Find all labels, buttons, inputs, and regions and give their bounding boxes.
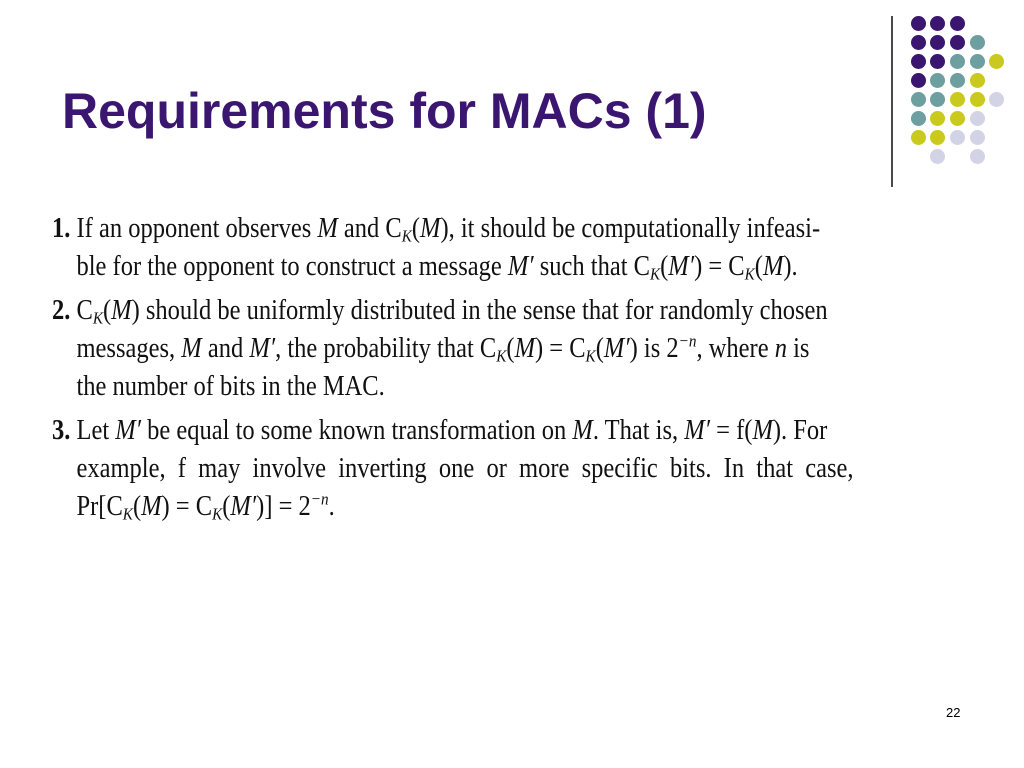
- decorative-dot: [970, 92, 985, 107]
- decorative-dot: [950, 16, 965, 31]
- decorative-dot: [911, 73, 926, 88]
- decorative-dot: [930, 54, 945, 69]
- requirement-line: example, f may involve inverting one or more specific bits. In that case,: [76, 453, 854, 484]
- decorative-dot: [930, 92, 945, 107]
- requirement-line: If an opponent observes M and $C_K(M)$, it should be computationally infeasi-: [76, 213, 821, 246]
- divider-line: [891, 16, 893, 187]
- requirement-line: $C_K(M)$ should be uniformly distributed in the sense that for randomly chosen: [76, 295, 828, 328]
- decorative-dot: [970, 54, 985, 69]
- decorative-dot: [930, 73, 945, 88]
- requirement-line: ble for the opponent to construct a message M′ such that $C_K(M') = C_K(M)$.: [76, 251, 798, 284]
- decorative-dot: [989, 54, 1004, 69]
- decorative-dot: [950, 130, 965, 145]
- slide-title: Requirements for MACs (1): [62, 83, 707, 139]
- requirements-list: [52, 210, 854, 532]
- decorative-dot: [950, 92, 965, 107]
- decorative-dot: [970, 35, 985, 50]
- decorative-dot: [950, 35, 965, 50]
- decorative-dot: [950, 73, 965, 88]
- decorative-dot: [911, 92, 926, 107]
- decorative-dot: [930, 149, 945, 164]
- requirement-number: 2.: [52, 295, 71, 326]
- decorative-dot: [970, 130, 985, 145]
- decorative-dot: [930, 130, 945, 145]
- decorative-dot: [911, 35, 926, 50]
- requirement-item: [52, 210, 854, 286]
- decorative-dot: [911, 111, 926, 126]
- requirement-line: $Pr[C_K(M) = C_K(M')] = 2^{-n}$.: [76, 489, 335, 524]
- page-number: 22: [946, 705, 961, 720]
- decorative-dot: [930, 16, 945, 31]
- requirement-number: 1.: [52, 213, 71, 244]
- requirement-line: Let M′ be equal to some known transformation on M. That is, M′ = f(M). For: [76, 415, 828, 446]
- decorative-dot: [970, 149, 985, 164]
- decorative-dot: [970, 111, 985, 126]
- requirement-line: messages, M and M′, the probability that $C_K(M) = C_K(M')$ is $2^{-n}$, where n is: [76, 331, 810, 366]
- decorative-dot: [989, 92, 1004, 107]
- decorative-dot: [911, 16, 926, 31]
- decorative-dot: [911, 130, 926, 145]
- requirement-item: [52, 412, 854, 526]
- requirement-item: [52, 292, 854, 406]
- decorative-dot: [970, 73, 985, 88]
- requirement-line: the number of bits in the MAC.: [76, 371, 385, 402]
- decorative-dot: [950, 54, 965, 69]
- decorative-dot: [950, 111, 965, 126]
- requirement-number: 3.: [52, 415, 71, 446]
- decorative-dot: [930, 111, 945, 126]
- decorative-dot: [911, 54, 926, 69]
- decorative-dot: [930, 35, 945, 50]
